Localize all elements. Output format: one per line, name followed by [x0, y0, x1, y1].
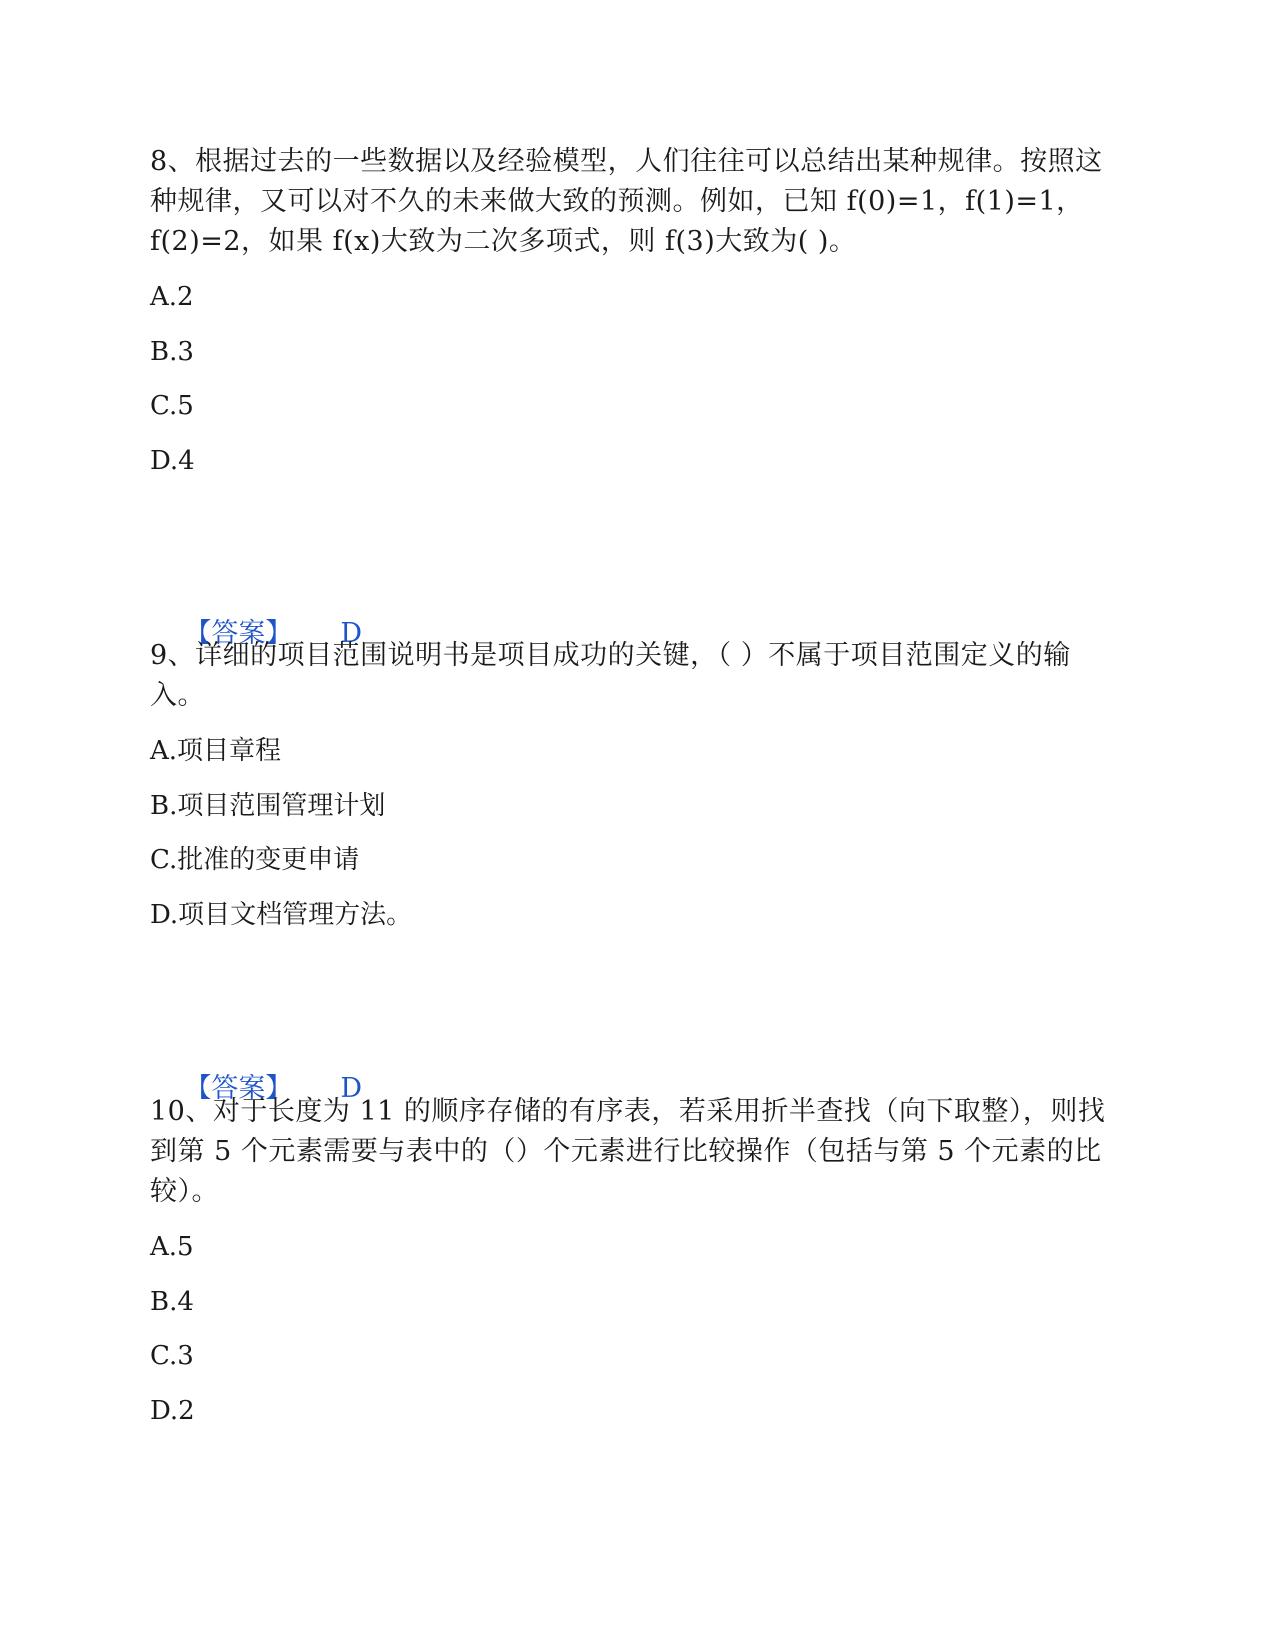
question-text: 8、根据过去的一些数据以及经验模型，人们往往可以总结出某种规律。按照这种规律，又可以对不久的未来做大致的预测。例如，已知 f(0)=1，f(1)=1，f(2)=2，如果 f(x)大致为二次多项式，则 f(3)大致为( )。 [150, 146, 1103, 257]
answer-label: 【答案】 [184, 1073, 293, 1104]
option-b: B.4 [150, 1287, 194, 1317]
option-a: A.项目章程 [150, 736, 282, 766]
question-9 [150, 636, 1110, 936]
option-d: D.4 [150, 446, 195, 476]
options-list [150, 1212, 1110, 1432]
option-c: C.3 [150, 1341, 194, 1371]
question-text: 10、对于长度为 11 的顺序存储的有序表，若采用折半查找（向下取整），则找到第 5 个元素需要与表中的（）个元素进行比较操作（包括与第 5 个元素的比较）。 [150, 1096, 1106, 1207]
answer-value: D [340, 618, 362, 649]
option-d: D.项目文档管理方法。 [150, 900, 413, 930]
option-a: A.5 [150, 1232, 194, 1262]
question-text: 9、详细的项目范围说明书是项目成功的关键，（ ）不属于项目范围定义的输入。 [150, 640, 1071, 711]
options-list [150, 262, 1110, 482]
option-b: B.项目范围管理计划 [150, 791, 386, 821]
answer-label: 【答案】 [184, 618, 293, 649]
option-d: D.2 [150, 1396, 195, 1426]
option-b: B.3 [150, 337, 194, 367]
option-c: C.批准的变更申请 [150, 845, 360, 875]
options-list [150, 716, 1110, 936]
question-8 [150, 142, 1110, 482]
answer-value: D [340, 1073, 362, 1104]
option-c: C.5 [150, 391, 194, 421]
question-10 [150, 1092, 1110, 1432]
option-a: A.2 [150, 282, 194, 312]
